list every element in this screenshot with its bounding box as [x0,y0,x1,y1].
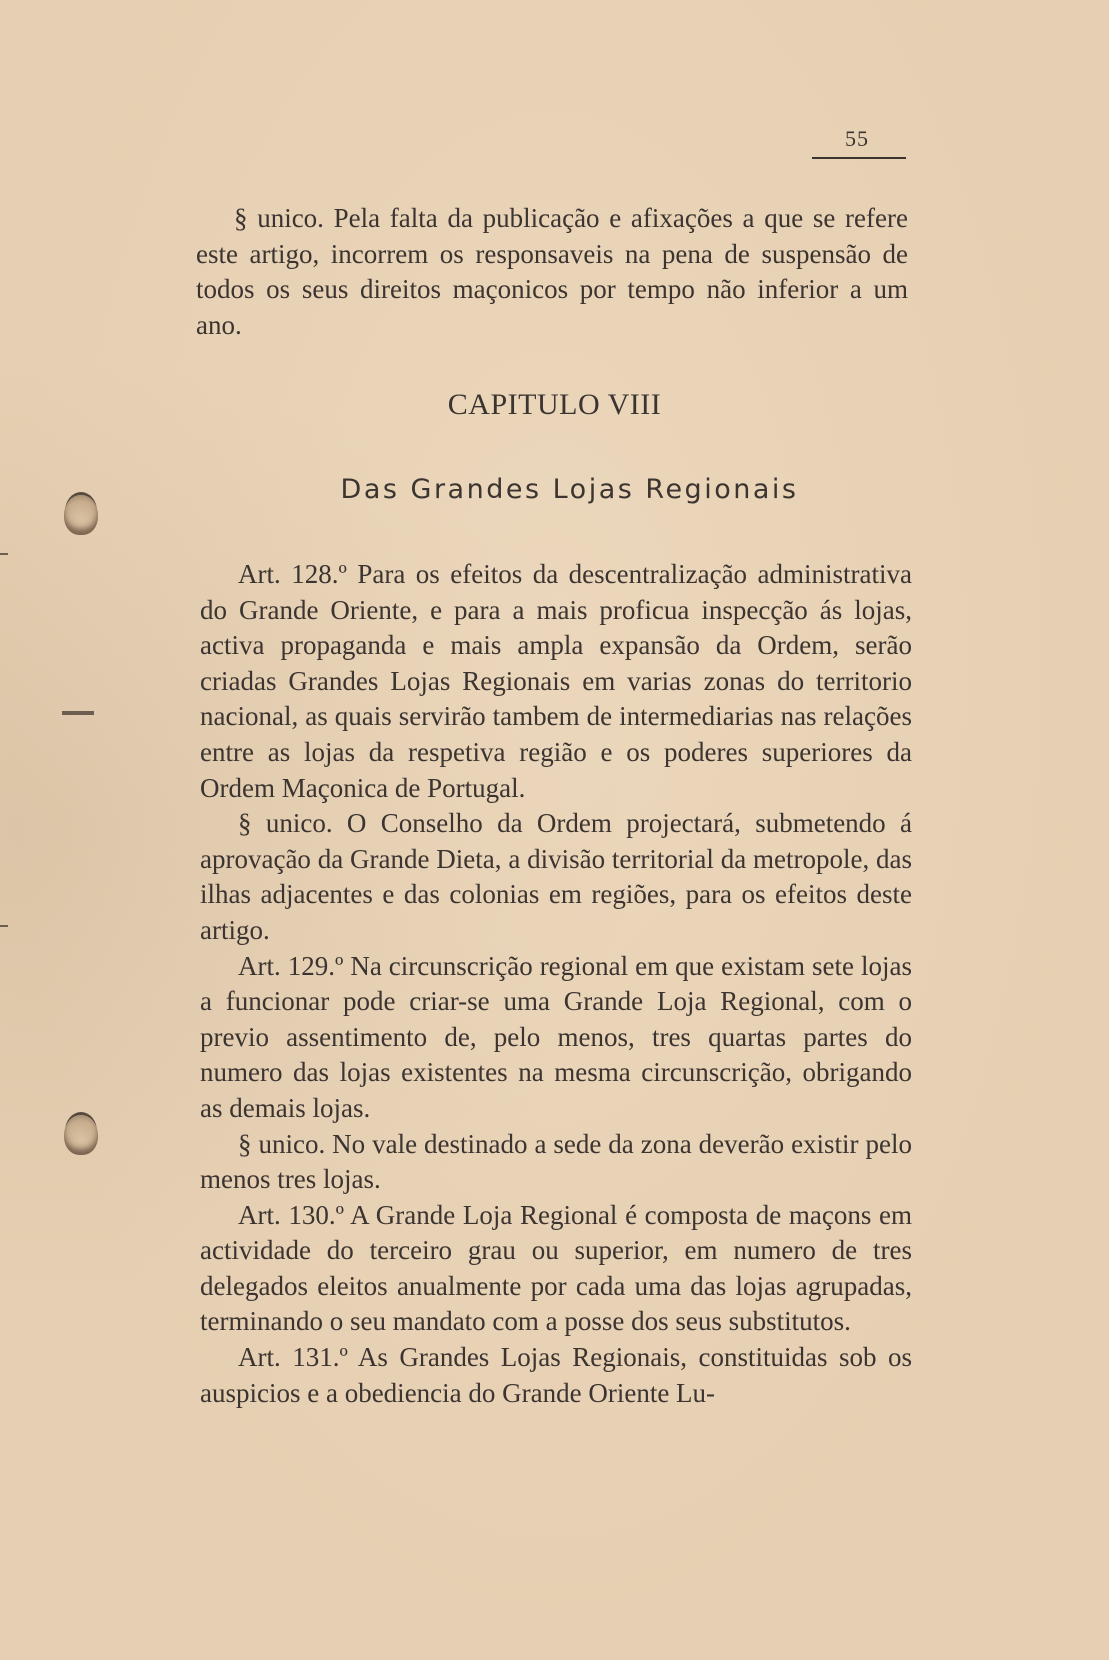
binding-hole-bottom [64,1115,98,1155]
paragraph-art-130: Art. 130.º A Grande Loja Regional é composta de maçons em actividade do terceiro grau ou superior, em numero de tres delegados eleitos anualmente por cada uma das lojas agrupadas, terminando o seu mandato com a posse dos seus substitutos. [200,1199,912,1337]
margin-tick-1 [0,553,8,555]
section-title: Das Grandes Lojas Regionais [340,474,799,505]
paragraph-art-129: Art. 129.º Na circunscrição regional em que existam sete lojas a funcionar pode criar-se uma Grande Loja Regional, com o previo assentimento de, pelo menos, tres quartas partes do numero das lojas existentes na mesma circunscrição, obrigando as demais lojas. [200,950,912,1123]
page-number-rule [812,157,906,159]
binding-hole-top [64,495,98,535]
margin-tick-2 [0,925,8,927]
paragraph-art-131: Art. 131.º As Grandes Lojas Regionais, constituidas sob os auspicios e a obediencia do Grande Oriente Lu- [200,1342,912,1408]
paragraph-art-128: Art. 128.º Para os efeitos da descentralização administrativa do Grande Oriente, e para a mais proficua inspecção ás lojas, activa propaganda e mais ampla expansão da Ordem, serão criadas Grandes Lojas Regionais em varias zonas do territorio nacional, as quais servirão tambem de intermediarias nas relações entre as lojas da respetiva região e os poderes superiores da Ordem Maçonica de Portugal. [200,559,912,803]
intro-paragraph-block [196,201,908,343]
chapter-title: CAPITULO VIII [447,388,662,421]
binding-mark-middle [62,711,94,715]
paragraph-art-128-unico: § unico. O Conselho da Ordem projectará, submetendo á aprovação da Grande Dieta, a divisão territorial da metropole, das ilhas adjacentes e das colonias em regiões, para os efeitos deste artigo. [200,808,912,945]
paragraph-art-129-unico: § unico. No vale destinado a sede da zona deverão existir pelo menos tres lojas. [200,1128,912,1195]
page-number: 55 [845,126,869,151]
body-text [200,557,912,1411]
paragraph-unico-publicacao: § unico. Pela falta da publicação e afixações a que se refere este artigo, incorrem os responsaveis na pena de suspensão de todos os seus direitos maçonicos por tempo não inferior a um ano. [196,203,908,340]
